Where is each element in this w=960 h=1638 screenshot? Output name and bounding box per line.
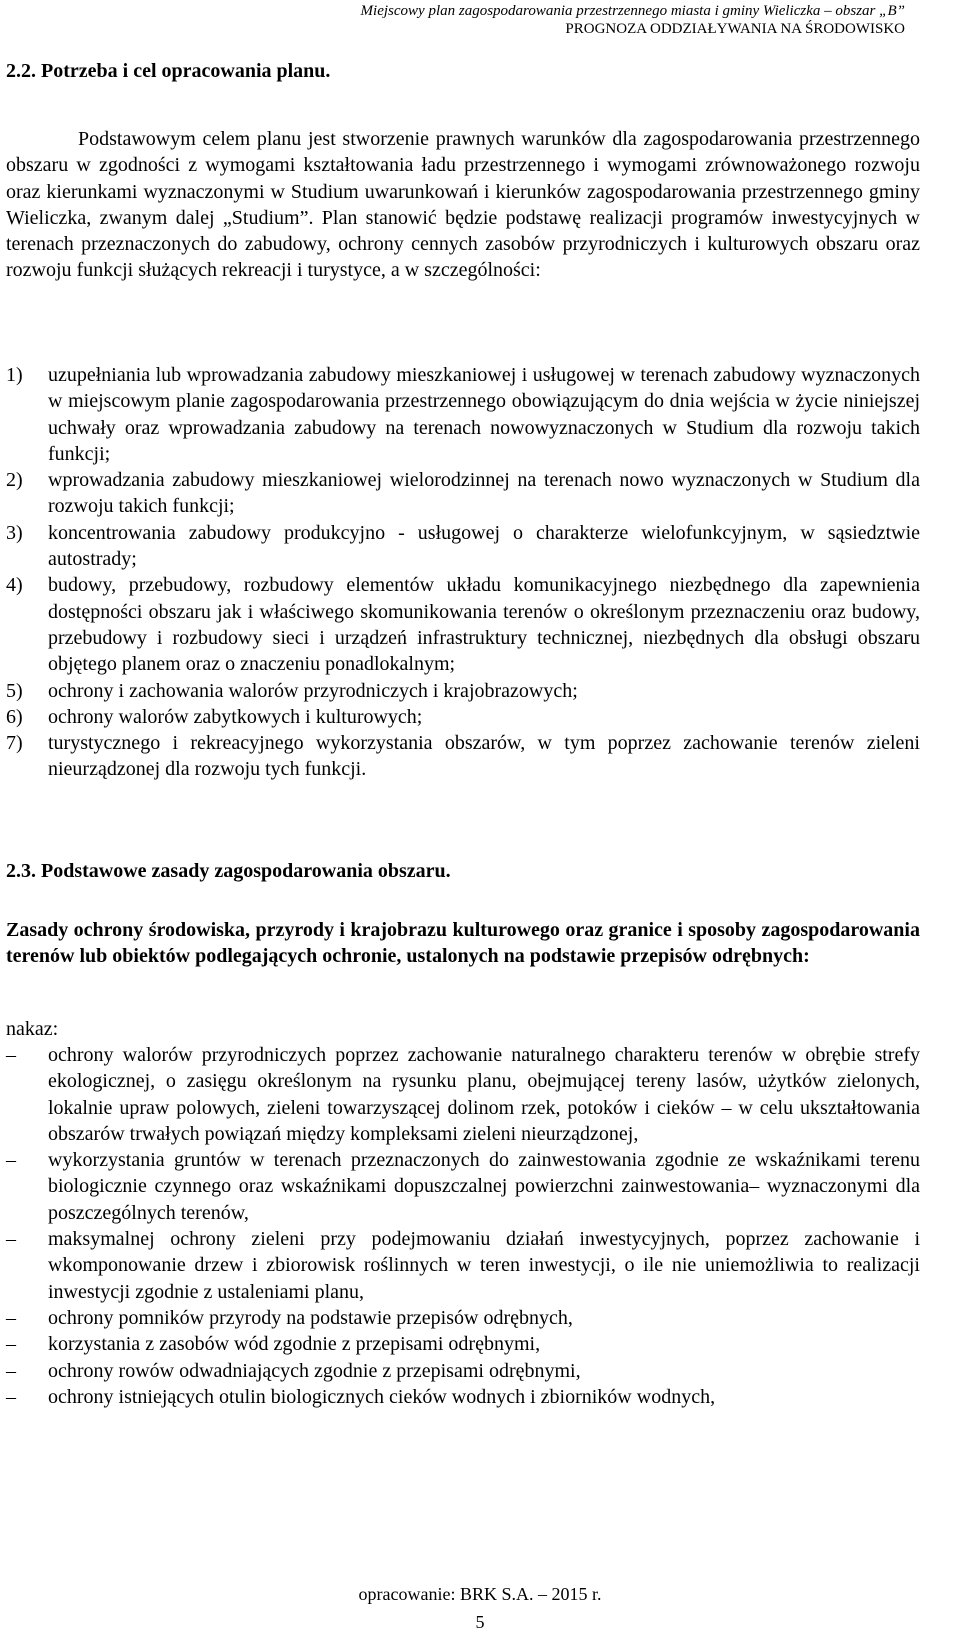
list-item-text: ochrony istniejących otulin biologicznych cieków wodnych i zbiorników wodnych, xyxy=(48,1385,716,1408)
list-item-number: 5) xyxy=(6,679,23,702)
list-item-text: koncentrowania zabudowy produkcyjno - usługowej o charakterze wielofunkcyjnym, w sąsiedztwie autostrady; xyxy=(48,521,920,571)
list-item xyxy=(6,1042,920,1147)
dash-marker: – xyxy=(6,1333,16,1356)
list-item-text: maksymalnej ochrony zieleni przy podejmowaniu działań inwestycyjnych, poprzez zachowanie i wkomponowanie drzew i zbiorowisk roślinnych w teren inwestycji, o ile nie uniemożliwia to realizacji inwestycji zgodnie z ustaleniami planu, xyxy=(48,1228,920,1303)
section-heading-2-3: 2.3. Podstawowe zasady zagospodarowania obszaru. xyxy=(6,860,451,882)
dash-marker: – xyxy=(6,1359,16,1382)
list-item xyxy=(6,678,920,704)
list-item-text: uzupełniania lub wprowadzania zabudowy mieszkaniowej i usługowej w terenach zabudowy wyznaczonych w miejscowym planie zagospodarowania przestrzennego obowiązującym do dnia wejścia w życie niniejszej uchwały oraz wprowadzania zabudowy na terenach nowowyznaczonych w Studium dla rozwoju takich funkcji; xyxy=(48,364,920,465)
list-item-text: wprowadzania zabudowy mieszkaniowej wielorodzinnej na terenach nowo wyznaczonych w Studium dla rozwoju takich funkcji; xyxy=(48,469,920,518)
list-item-number: 1) xyxy=(6,364,23,386)
list-item-number: 7) xyxy=(6,732,23,755)
list-item xyxy=(6,1147,920,1226)
list-item-text: ochrony walorów przyrodniczych poprzez zachowanie naturalnego charakteru terenów w obrębie strefy ekologicznej, o zasięgu określonym na rysunku planu, obejmującej tereny lasów, użytków zielonych, lokalnie upraw polowych, zieleni towarzyszącej dolinom rzek, potoków i cieków – w celu ukształtowania obszarów trwałych powiązań między kompleksami zieleni nieurządzonej, xyxy=(48,1044,920,1145)
nakaz-label: nakaz: xyxy=(6,1018,59,1040)
footer-credit: opracowanie: BRK S.A. – 2015 r. xyxy=(358,1584,602,1604)
dash-marker: – xyxy=(6,1306,16,1329)
list-item-number: 2) xyxy=(6,469,23,492)
list-item xyxy=(6,1331,920,1357)
list-item-text: turystycznego i rekreacyjnego wykorzystania obszarów, w tym poprzez zachowanie terenów zieleni nieurządzonej dla rozwoju tych funkcji. xyxy=(48,732,920,781)
dash-marker: – xyxy=(6,1149,16,1172)
list-item xyxy=(6,1226,920,1305)
list-item xyxy=(6,1384,920,1410)
list-item-text: ochrony rowów odwadniających zgodnie z przepisami odrębnymi, xyxy=(48,1359,581,1382)
list-item-number: 4) xyxy=(6,574,23,597)
section-2-2-paragraph: Podstawowym celem planu jest stworzenie prawnych warunków dla zagospodarowania przestrzennego obszaru w zgodności z wymogami kształtowania ładu przestrzennego i wymogami zrównoważonego rozwoju oraz kierunkami wyznaczonymi w Studium uwarunkowań i kierunków zagospodarowania przestrzennego gminy Wieliczka, zwanym dalej „Studium”. Plan stanowić będzie podstawę realizacji programów inwestycyjnych w terenach przeznaczonych do zabudowy, ochrony cennych zasobów przyrodniczych i kulturowych obszaru oraz rozwoju funkcji służących rekreacji i turystyce, a w szczególności: xyxy=(6,128,920,282)
list-item-text: ochrony walorów zabytkowych i kulturowych; xyxy=(48,705,423,728)
dash-marker: – xyxy=(6,1044,16,1066)
section-heading-2-2: 2.2. Potrzeba i cel opracowania planu. xyxy=(6,60,331,82)
list-item-number: 6) xyxy=(6,705,23,728)
list-item xyxy=(6,520,920,573)
list-item-text: ochrony pomników przyrody na podstawie przepisów odrębnych, xyxy=(48,1306,573,1329)
section-2-3-subheading: Zasady ochrony środowiska, przyrody i krajobrazu kulturowego oraz granice i sposoby zagospodarowania terenów lub obiektów podlegających ochronie, ustalonych na podstawie przepisów odrębnych: xyxy=(6,919,920,968)
header-subtitle: PROGNOZA ODDZIAŁYWANIA NA ŚRODOWISKO xyxy=(565,21,905,37)
nakaz-list xyxy=(6,1042,920,1410)
list-item-text: ochrony i zachowania walorów przyrodniczych i krajobrazowych; xyxy=(48,679,578,702)
list-item-text: wykorzystania gruntów w terenach przeznaczonych do zainwestowania zgodnie ze wskaźnikami terenu biologicznie czynnego oraz wskaźnikami dopuszczalnej powierzchni zainwestowania– wyznaczonymi dla poszczególnych terenów, xyxy=(48,1149,920,1224)
dash-marker: – xyxy=(6,1385,16,1408)
list-item xyxy=(6,1305,920,1331)
list-item xyxy=(6,1358,920,1384)
goals-list xyxy=(6,362,920,783)
list-item-text: korzystania z zasobów wód zgodnie z przepisami odrębnymi, xyxy=(48,1333,541,1356)
list-item xyxy=(6,572,920,677)
dash-marker: – xyxy=(6,1228,16,1251)
list-item-number: 3) xyxy=(6,521,23,544)
running-header xyxy=(361,2,905,38)
list-item xyxy=(6,704,920,730)
list-item xyxy=(6,467,920,520)
header-title: Miejscowy plan zagospodarowania przestrzennego miasta i gminy Wieliczka – obszar „B” xyxy=(360,3,905,19)
list-item xyxy=(6,730,920,783)
list-item-text: budowy, przebudowy, rozbudowy elementów układu komunikacyjnego niezbędnego dla zapewnienia dostępności obszaru jak i właściwego skomunikowania terenów o określonym przeznaczeniu oraz budowy, przebudowy i rozbudowy sieci i urządzeń infrastruktury technicznej, niezbędnych dla obsługi obszaru objętego planem oraz o znaczeniu ponadlokalnym; xyxy=(48,574,920,676)
page-number: 5 xyxy=(475,1612,485,1632)
list-item xyxy=(6,362,920,467)
